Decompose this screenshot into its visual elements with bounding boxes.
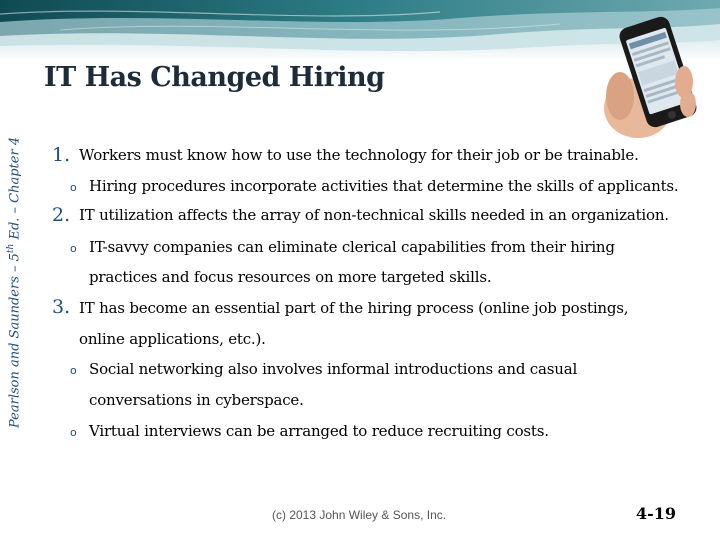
sub-bullet-icon: o <box>70 181 77 194</box>
sub-bullet-icon: o <box>70 364 77 377</box>
sub-item-text: Social networking also involves informal introductions and casual <box>89 360 578 378</box>
sub-bullet-icon: o <box>70 426 77 439</box>
chapter-side-label <box>6 128 24 428</box>
smartphone-image <box>598 12 708 140</box>
sub-item-text: practices and focus resources on more targeted skills. <box>89 268 492 286</box>
sub-bullet-icon: o <box>70 242 77 255</box>
sub-item-text: Virtual interviews can be arranged to reduce recruiting costs. <box>89 422 549 440</box>
side-label-suffix: Ed. – Chapter 4 <box>7 136 23 244</box>
item-number: 3. <box>52 296 71 318</box>
item-number: 2. <box>52 204 71 226</box>
item-text: IT has become an essential part of the hiring process (online job postings, <box>79 299 629 317</box>
page-number: 4-19 <box>636 504 677 523</box>
item-text: Workers must know how to use the technology for their job or be trainable. <box>79 146 639 164</box>
sub-item-text: Hiring procedures incorporate activities that determine the skills of applicants. <box>89 177 679 195</box>
sub-item-text: IT-savvy companies can eliminate clerical capabilities from their hiring <box>89 238 615 256</box>
copyright-footer: (c) 2013 John Wiley & Sons, Inc. <box>272 508 447 522</box>
side-label-superscript: th <box>6 243 16 254</box>
item-text: IT utilization affects the array of non-technical skills needed in an organization. <box>79 206 669 224</box>
item-number: 1. <box>52 144 71 166</box>
slide-title: IT Has Changed Hiring <box>44 62 385 93</box>
item-text: online applications, etc.). <box>79 330 266 348</box>
side-label-prefix: Pearlson and Saunders – 5 <box>7 253 23 428</box>
sub-item-text: conversations in cyberspace. <box>89 391 304 409</box>
